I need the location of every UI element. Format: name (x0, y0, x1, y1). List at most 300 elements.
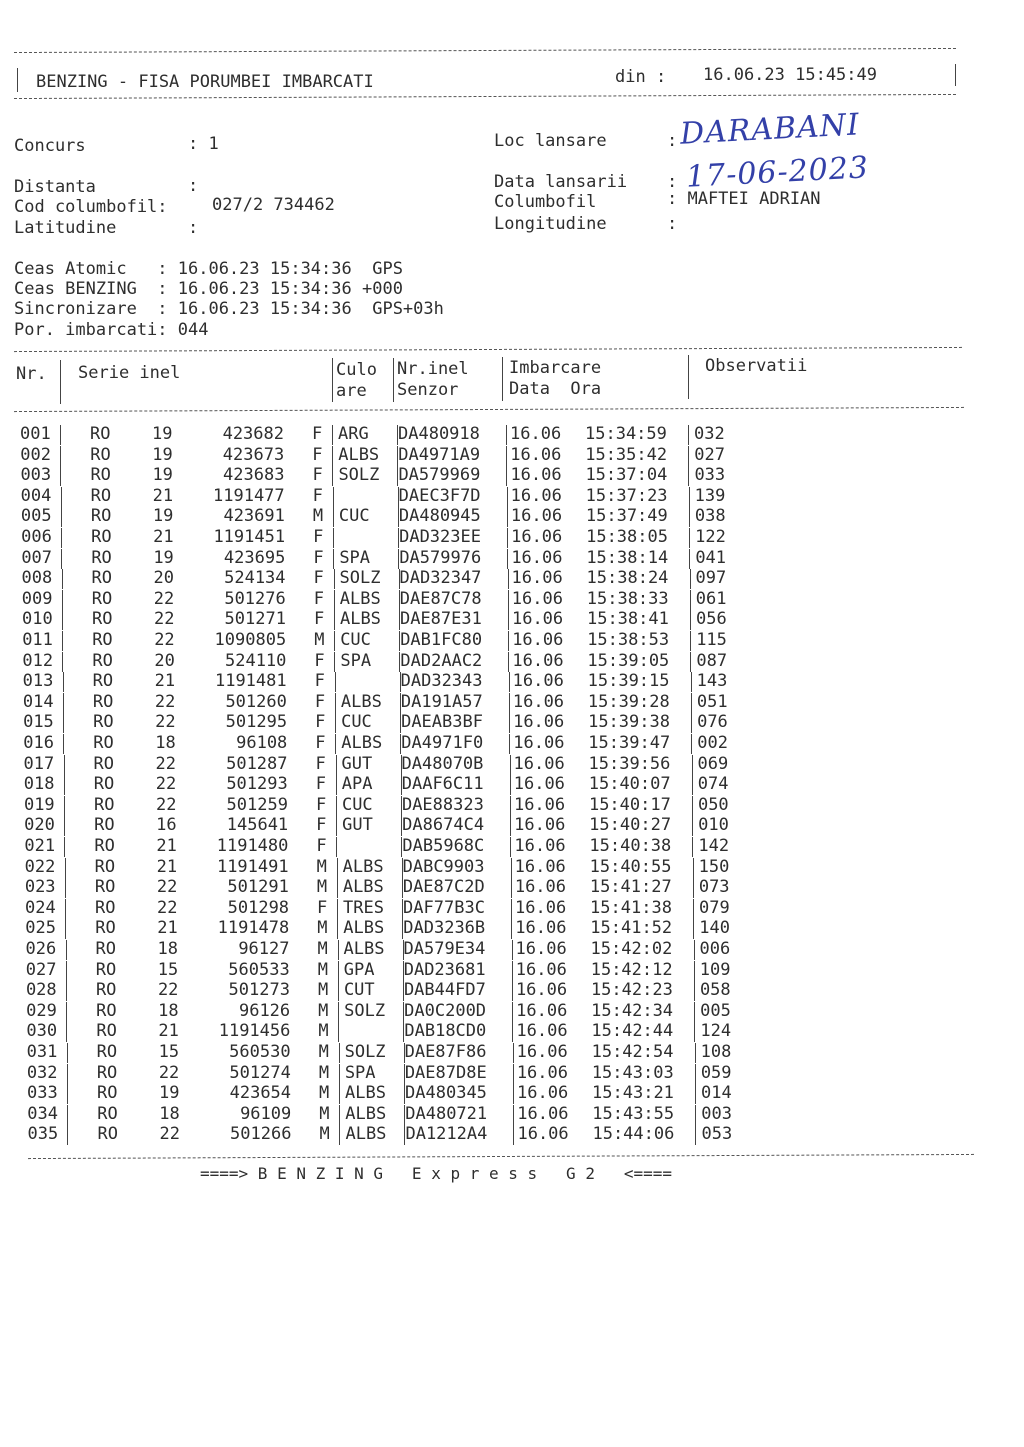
column-divider (513, 1125, 514, 1145)
cell-nr: 011 (22, 630, 53, 650)
column-divider (512, 961, 513, 981)
cell-inel: 1191456 (218, 1021, 291, 1042)
col-header-divider (688, 355, 689, 399)
cell-observatii: 041 (695, 547, 727, 568)
column-divider (691, 713, 692, 733)
column-divider (689, 507, 690, 527)
table-row (0, 1083, 1024, 1103)
column-divider (333, 487, 334, 507)
cell-inel: 1191478 (217, 918, 290, 939)
column-divider (67, 1084, 68, 1104)
table-row (0, 712, 1024, 732)
cell-tara: RO (93, 712, 114, 733)
cell-observatii: 032 (694, 424, 725, 444)
cell-senzor: DA191A57 (400, 691, 483, 712)
cell-data: 16.06 (512, 691, 565, 712)
cell-sex: M (318, 1021, 329, 1042)
column-divider (508, 631, 509, 651)
column-divider (339, 1125, 340, 1145)
cell-senzor: DA579976 (399, 547, 482, 568)
cell-senzor: DAB44FD7 (403, 980, 486, 1001)
column-divider (332, 425, 333, 445)
cell-sex: M (318, 1062, 330, 1083)
cell-sex: M (317, 918, 328, 939)
column-divider (509, 672, 510, 692)
cell-inel: 501266 (230, 1124, 292, 1145)
header-right-bar (955, 64, 956, 86)
column-divider (67, 1125, 68, 1145)
column-divider (510, 775, 511, 795)
table-row (0, 568, 1024, 588)
cell-data: 16.06 (512, 650, 564, 671)
cell-nr: 016 (23, 733, 55, 753)
column-divider (508, 569, 509, 589)
cell-an: 22 (157, 980, 179, 1001)
column-divider (511, 878, 512, 898)
column-divider (693, 878, 694, 898)
column-divider (404, 1105, 405, 1125)
cell-tara: RO (94, 856, 116, 877)
cell-observatii: 087 (696, 650, 728, 671)
cell-nr: 017 (23, 753, 55, 774)
table-row (0, 1042, 1024, 1062)
cell-data: 16.06 (510, 444, 562, 465)
cell-an: 21 (156, 836, 177, 856)
column-divider (400, 693, 401, 713)
column-divider (336, 796, 337, 816)
column-divider (694, 961, 695, 981)
cell-nr: 012 (22, 650, 54, 671)
cell-ora: 15:39:15 (587, 671, 670, 692)
column-divider (403, 981, 404, 1001)
column-divider (402, 878, 403, 898)
cell-inel: 524110 (224, 650, 287, 671)
cell-tara: RO (92, 691, 114, 712)
cell-senzor: DA48070B (401, 753, 484, 774)
cell-nr: 010 (21, 609, 53, 630)
cell-nr: 034 (27, 1103, 58, 1124)
cell-ora: 15:43:03 (591, 1062, 674, 1083)
column-divider (339, 1043, 340, 1063)
cell-tara: RO (96, 1062, 118, 1083)
cell-nr: 004 (20, 485, 52, 506)
cell-culoare: ALBS (343, 918, 385, 939)
cell-ora: 15:41:27 (589, 877, 672, 898)
column-divider (401, 837, 402, 857)
column-divider (60, 425, 61, 445)
cell-sex: F (312, 424, 323, 444)
cell-ora: 15:40:38 (589, 836, 672, 856)
cell-data: 16.06 (511, 588, 563, 609)
cell-senzor: DA480345 (405, 1083, 487, 1104)
cell-an: 15 (158, 1042, 180, 1062)
table-row (0, 774, 1024, 794)
column-divider (333, 549, 334, 569)
cell-inel: 96127 (238, 939, 290, 959)
cell-tara: RO (95, 897, 116, 918)
cell-observatii: 079 (699, 897, 730, 918)
data-lansarii-value: 17-06-2023 (685, 150, 870, 195)
cell-ora: 15:43:21 (592, 1083, 674, 1104)
cell-inel: 1191491 (216, 856, 289, 877)
cell-culoare: ALBS (345, 1124, 387, 1145)
column-divider (404, 1084, 405, 1104)
cell-senzor: DAE87E31 (399, 609, 482, 630)
cell-inel: 501274 (229, 1062, 291, 1083)
document-title: BENZING - FISA PORUMBEI IMBARCATI (36, 72, 374, 92)
column-divider (400, 713, 401, 733)
column-divider (508, 652, 509, 672)
cell-culoare: ALBS (339, 609, 381, 630)
cell-culoare: ALBS (342, 856, 384, 877)
column-divider (64, 775, 65, 795)
cell-senzor: DA480721 (405, 1103, 488, 1124)
cell-data: 16.06 (513, 733, 565, 753)
cell-an: 22 (153, 609, 175, 630)
cell-sex: F (312, 485, 323, 506)
cell-an: 18 (158, 1000, 179, 1021)
table-row (0, 506, 1024, 526)
column-divider (402, 919, 403, 939)
cell-tara: RO (95, 959, 117, 980)
cell-data: 16.06 (510, 424, 562, 444)
column-divider (509, 734, 510, 754)
cell-culoare: ALBS (345, 1103, 387, 1124)
distanta-label: Distanta (14, 177, 96, 197)
cell-data: 16.06 (515, 918, 567, 939)
cell-senzor: DA4971A9 (398, 444, 481, 465)
cell-observatii: 027 (694, 444, 725, 465)
col-header-divider (393, 358, 394, 402)
cell-sex: F (316, 836, 327, 856)
cell-sex: M (318, 1000, 329, 1021)
cell-observatii: 038 (694, 506, 726, 527)
cell-an: 19 (152, 424, 173, 444)
column-divider (510, 816, 511, 836)
cell-inel: 501259 (226, 794, 288, 815)
column-divider (332, 466, 333, 486)
cell-culoare: CUT (343, 980, 375, 1001)
ceas-atomic-line: Ceas Atomic : 16.06.23 15:34:36 GPS (14, 259, 403, 279)
cell-observatii: 122 (695, 527, 726, 547)
column-divider (401, 796, 402, 816)
table-row (0, 754, 1024, 774)
column-divider (65, 858, 66, 878)
cell-ora: 15:39:28 (587, 691, 670, 712)
cell-an: 18 (159, 1103, 180, 1124)
cell-observatii: 010 (698, 815, 729, 836)
table-row (0, 1021, 1024, 1041)
cell-ora: 15:41:38 (590, 897, 672, 918)
column-divider (61, 549, 62, 569)
cod-columbofil-value: 027/2 734462 (212, 195, 335, 215)
column-divider (400, 734, 401, 754)
column-divider (337, 858, 338, 878)
columbofil-label: Columbofil (494, 192, 597, 212)
cell-inel: 560533 (228, 959, 290, 980)
column-divider (398, 507, 399, 527)
column-divider (693, 899, 694, 919)
column-divider (334, 652, 335, 672)
column-divider (398, 528, 399, 548)
cell-culoare: SOLZ (344, 1042, 386, 1062)
cell-observatii: 069 (697, 753, 729, 774)
table-row (0, 527, 1024, 547)
cell-tara: RO (93, 753, 114, 774)
cell-senzor: DAB1FC80 (400, 630, 483, 650)
column-divider (511, 899, 512, 919)
cell-nr: 031 (26, 1042, 58, 1062)
cell-observatii: 056 (695, 609, 727, 630)
cell-sex: F (314, 650, 325, 671)
cell-sex: M (312, 506, 324, 527)
cell-data: 16.06 (510, 465, 562, 486)
cell-culoare: SOLZ (339, 568, 381, 589)
cell-nr: 035 (27, 1124, 59, 1145)
cell-observatii: 076 (697, 712, 728, 733)
column-divider (510, 755, 511, 775)
column-divider (402, 858, 403, 878)
cell-ora: 15:38:24 (586, 568, 669, 589)
column-divider (65, 899, 66, 919)
column-divider (511, 919, 512, 939)
column-divider (399, 631, 400, 651)
column-divider (509, 693, 510, 713)
cell-an: 22 (153, 588, 175, 609)
column-divider (64, 755, 65, 775)
col-header-imbarcare-1: Imbarcare (509, 358, 602, 378)
table-top-rule (14, 347, 962, 352)
cell-ora: 15:43:55 (592, 1103, 675, 1124)
cell-observatii: 061 (695, 588, 727, 609)
table-row (0, 815, 1024, 835)
cell-sex: M (314, 630, 325, 650)
column-divider (64, 816, 65, 836)
column-divider (401, 816, 402, 836)
loc-lansare-label: Loc lansare (494, 131, 607, 151)
col-header-nrinel-2: Senzor (397, 380, 459, 400)
column-divider (506, 466, 507, 486)
column-divider (66, 940, 67, 960)
column-divider (66, 961, 67, 981)
column-divider (692, 796, 693, 816)
cell-tara: RO (95, 918, 116, 939)
footer-branding: ====> B E N Z I N G E x p r e s s G 2 <==== (200, 1164, 673, 1183)
table-row (0, 898, 1024, 918)
cell-observatii: 073 (698, 877, 730, 898)
cell-culoare: GUT (342, 815, 373, 836)
cell-an: 19 (152, 506, 174, 527)
longitudine-label: Longitudine (494, 214, 607, 234)
cell-sex: M (316, 856, 327, 877)
column-divider (694, 940, 695, 960)
column-divider (512, 981, 513, 1001)
column-divider (689, 549, 690, 569)
cell-culoare: ALBS (345, 1083, 386, 1104)
column-divider (512, 940, 513, 960)
cell-data: 16.06 (514, 856, 566, 877)
column-divider (64, 796, 65, 816)
cell-inel: 1191451 (213, 527, 286, 547)
cell-observatii: 124 (700, 1021, 732, 1042)
cell-culoare: APA (341, 774, 373, 795)
table-row (0, 1124, 1024, 1144)
cell-tara: RO (94, 836, 115, 856)
column-divider (688, 466, 689, 486)
cell-data: 16.06 (517, 1083, 569, 1104)
column-divider (62, 631, 63, 651)
cell-nr: 008 (21, 568, 53, 589)
cell-senzor: DA579E34 (403, 939, 486, 959)
cell-ora: 15:34:59 (585, 424, 667, 444)
porumbei-imbarcati-line: Por. imbarcati: 044 (14, 320, 209, 340)
cell-observatii: 150 (698, 856, 730, 877)
cell-data: 16.06 (511, 609, 564, 630)
cell-data: 16.06 (510, 485, 562, 506)
column-divider (334, 590, 335, 610)
cell-sex: F (313, 609, 325, 630)
cell-an: 18 (155, 733, 176, 753)
cell-senzor: DA480918 (398, 424, 480, 444)
column-divider (336, 755, 337, 775)
column-divider (338, 940, 339, 960)
cell-tara: RO (92, 650, 113, 671)
cell-inel: 96109 (240, 1103, 292, 1124)
cell-an: 20 (154, 650, 175, 671)
cell-culoare: GPA (343, 959, 375, 980)
cell-tara: RO (96, 1000, 117, 1021)
column-divider (64, 837, 65, 857)
column-divider (690, 590, 691, 610)
table-row (0, 651, 1024, 671)
column-divider (403, 1022, 404, 1042)
column-divider (61, 487, 62, 507)
cell-an: 22 (155, 774, 177, 795)
cell-culoare: ALBS (340, 691, 382, 712)
cell-ora: 15:40:55 (589, 856, 672, 877)
cell-ora: 15:39:56 (588, 753, 671, 774)
column-divider (399, 652, 400, 672)
column-divider (401, 775, 402, 795)
cell-inel: 96108 (236, 733, 288, 753)
cell-senzor: DAD2AAC2 (400, 650, 483, 671)
cell-ora: 15:38:41 (586, 609, 669, 630)
column-divider (510, 837, 511, 857)
column-divider (404, 1064, 405, 1084)
distanta-value: : (188, 176, 199, 196)
cell-culoare: ARG (338, 424, 369, 444)
cell-tara: RO (92, 671, 114, 692)
column-divider (60, 446, 61, 466)
column-divider (62, 590, 63, 610)
cell-tara: RO (97, 1124, 118, 1145)
column-divider (507, 487, 508, 507)
cell-ora: 15:38:05 (586, 527, 668, 547)
column-divider (335, 672, 336, 692)
cell-data: 16.06 (512, 630, 564, 650)
column-divider (507, 528, 508, 548)
column-divider (508, 590, 509, 610)
cell-inel: 423691 (223, 506, 285, 527)
column-divider (693, 919, 694, 939)
column-divider (509, 713, 510, 733)
cell-ora: 15:40:07 (588, 774, 671, 795)
cell-an: 22 (156, 877, 178, 898)
cell-an: 19 (153, 547, 174, 568)
cell-an: 21 (157, 918, 178, 939)
cell-an: 19 (159, 1083, 180, 1104)
cell-ora: 15:42:44 (591, 1021, 674, 1042)
column-divider (691, 693, 692, 713)
cell-culoare: CUC (341, 712, 372, 733)
table-row (0, 589, 1024, 609)
column-divider (62, 610, 63, 630)
cell-observatii: 014 (701, 1083, 732, 1104)
table-row (0, 692, 1024, 712)
table-bottom-rule (28, 1154, 974, 1159)
cell-inel: 423654 (229, 1083, 292, 1104)
cell-nr: 013 (22, 671, 54, 692)
cell-senzor: DAF77B3C (403, 897, 485, 918)
cell-sex: F (315, 733, 326, 753)
table-row (0, 1104, 1024, 1124)
column-divider (397, 446, 398, 466)
cell-nr: 020 (24, 815, 55, 836)
column-divider (63, 672, 64, 692)
cell-culoare: SOLZ (338, 465, 380, 486)
column-divider (338, 1002, 339, 1022)
column-divider (690, 569, 691, 589)
cell-tara: RO (91, 588, 113, 609)
cell-inel: 145641 (226, 815, 289, 836)
cell-an: 20 (153, 568, 175, 589)
column-divider (61, 507, 62, 527)
cell-senzor: DA579969 (398, 465, 481, 486)
column-divider (690, 610, 691, 630)
cell-senzor: DAD23681 (403, 959, 486, 980)
table-row (0, 609, 1024, 629)
cell-inel: 501273 (228, 980, 290, 1001)
col-header-divider (502, 357, 503, 401)
concurs-value: : 1 (188, 134, 219, 154)
cell-observatii: 058 (699, 980, 731, 1001)
cell-culoare: ALBS (341, 733, 383, 753)
cell-sex: M (318, 1042, 329, 1062)
table-row (0, 918, 1024, 938)
cell-senzor: DAD3236B (403, 918, 486, 939)
column-divider (62, 652, 63, 672)
column-divider (336, 837, 337, 857)
print-date-label: din : (615, 67, 667, 87)
cell-tara: RO (91, 609, 113, 630)
cell-ora: 15:37:04 (585, 465, 668, 486)
cell-culoare: ALBS (343, 939, 385, 959)
cell-data: 16.06 (514, 877, 567, 898)
cell-an: 16 (156, 815, 177, 836)
column-divider (333, 528, 334, 548)
column-divider (334, 631, 335, 651)
header-left-bar (17, 68, 18, 92)
cell-nr: 003 (20, 465, 52, 486)
column-divider (695, 1105, 696, 1125)
cell-ora: 15:41:52 (590, 918, 673, 939)
cell-an: 22 (155, 753, 176, 774)
cell-senzor: DAE87C78 (399, 588, 482, 609)
cell-tara: RO (90, 465, 111, 486)
column-divider (507, 549, 508, 569)
column-divider (334, 569, 335, 589)
cell-inel: 501276 (224, 588, 286, 609)
